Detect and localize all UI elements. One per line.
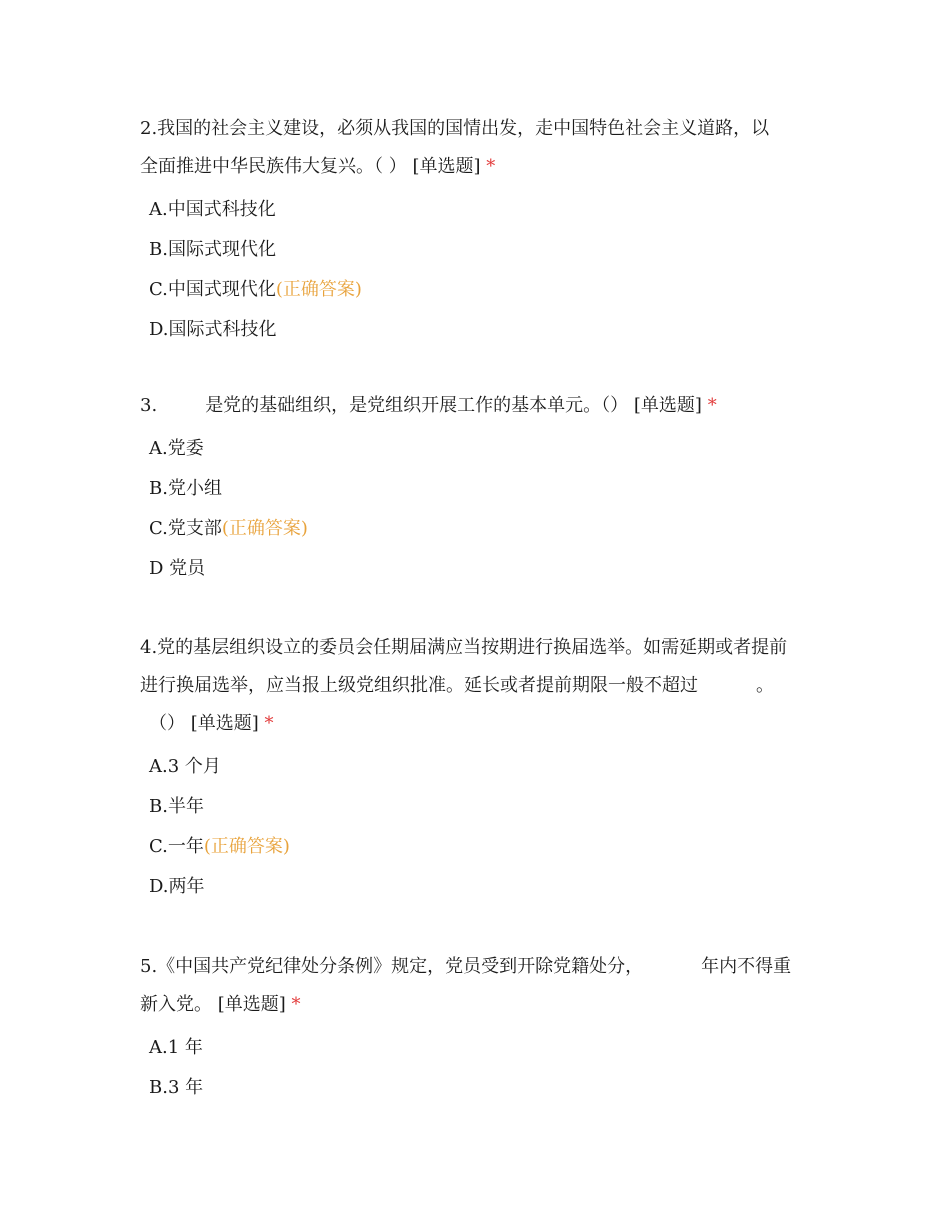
option-3b[interactable] bbox=[149, 469, 717, 509]
question-4-line-2 bbox=[140, 667, 787, 705]
question-2-line-2-text: 全面推进中华民族伟大复兴。（ ） [单选题] bbox=[140, 156, 481, 177]
option-2d-label: D.国际式科技化 bbox=[149, 319, 277, 340]
question-3-text bbox=[140, 387, 717, 425]
question-3-line-1-text: 是党的基础组织，是党组织开展工作的基本单元。（） [单选题] bbox=[205, 395, 702, 416]
question-2-line-1: 2.我国的社会主义建设，必须从我国的国情出发，走中国特色社会主义道路，以 bbox=[140, 118, 770, 139]
question-4-line-2-text: 进行换届选举，应当报上级党组织批准。延长或者提前期限一般不超过 bbox=[140, 675, 698, 696]
correct-answer-tag: (正确答案) bbox=[203, 836, 290, 857]
option-2b[interactable] bbox=[149, 230, 769, 270]
question-2-text bbox=[140, 110, 769, 186]
question-4 bbox=[140, 629, 787, 907]
option-3a-label: A.党委 bbox=[149, 438, 204, 459]
option-5b[interactable] bbox=[149, 1068, 791, 1108]
required-star: * bbox=[264, 713, 274, 734]
question-4-line-3-text: （） [单选题] bbox=[149, 713, 259, 734]
question-4-options bbox=[149, 747, 787, 907]
option-4b-label: B.半年 bbox=[149, 796, 204, 817]
question-4-line-3 bbox=[140, 705, 787, 743]
question-5-options bbox=[149, 1028, 791, 1108]
required-star: * bbox=[291, 994, 301, 1015]
question-3 bbox=[140, 387, 717, 589]
option-2a-label: A.中国式科技化 bbox=[149, 199, 276, 220]
question-4-line-1: 4.党的基层组织设立的委员会任期届满应当按期进行换届选举。如需延期或者提前 bbox=[140, 637, 788, 658]
option-4d-label: D.两年 bbox=[149, 876, 205, 897]
option-4c[interactable] bbox=[149, 827, 787, 867]
option-5a[interactable] bbox=[149, 1028, 791, 1068]
question-5-text bbox=[140, 948, 791, 1024]
option-2c-label: C.中国式现代化 bbox=[149, 279, 276, 300]
option-2b-label: B.国际式现代化 bbox=[149, 239, 276, 260]
question-2-options bbox=[149, 190, 769, 350]
question-2-line-2 bbox=[140, 148, 769, 186]
question-3-options bbox=[149, 429, 717, 589]
option-4a[interactable] bbox=[149, 747, 787, 787]
option-2a[interactable] bbox=[149, 190, 769, 230]
question-5-line-1-end: 年内不得重 bbox=[701, 956, 792, 977]
option-3d[interactable] bbox=[149, 549, 717, 589]
option-3a[interactable] bbox=[149, 429, 717, 469]
option-4d[interactable] bbox=[149, 867, 787, 907]
option-3c[interactable] bbox=[149, 509, 717, 549]
question-5-line-2-text: 新入党。 [单选题] bbox=[140, 994, 286, 1015]
option-3c-label: C.党支部 bbox=[149, 518, 222, 539]
option-4c-label: C.一年 bbox=[149, 836, 204, 857]
required-star: * bbox=[486, 156, 496, 177]
question-5-line-1-text: 5.《中国共产党纪律处分条例》规定，党员受到开除党籍处分， bbox=[140, 956, 644, 977]
option-5b-label: B.3 年 bbox=[149, 1077, 204, 1098]
question-5-line-1 bbox=[140, 948, 791, 986]
option-3b-label: B.党小组 bbox=[149, 478, 222, 499]
option-2d[interactable] bbox=[149, 310, 769, 350]
question-4-text bbox=[140, 629, 787, 743]
correct-answer-tag: (正确答案) bbox=[275, 279, 362, 300]
option-4b[interactable] bbox=[149, 787, 787, 827]
option-5a-label: A.1 年 bbox=[149, 1037, 203, 1058]
question-4-line-2-end: 。 bbox=[756, 675, 774, 696]
required-star: * bbox=[707, 395, 717, 416]
question-3-number: 3. bbox=[140, 395, 158, 416]
question-3-line-1 bbox=[140, 387, 717, 425]
option-3d-label: D 党员 bbox=[149, 558, 206, 579]
question-2 bbox=[140, 110, 769, 350]
correct-answer-tag: (正确答案) bbox=[221, 518, 308, 539]
question-5-line-2 bbox=[140, 986, 791, 1024]
question-5 bbox=[140, 948, 791, 1108]
option-2c[interactable] bbox=[149, 270, 769, 310]
option-4a-label: A.3 个月 bbox=[149, 756, 221, 777]
